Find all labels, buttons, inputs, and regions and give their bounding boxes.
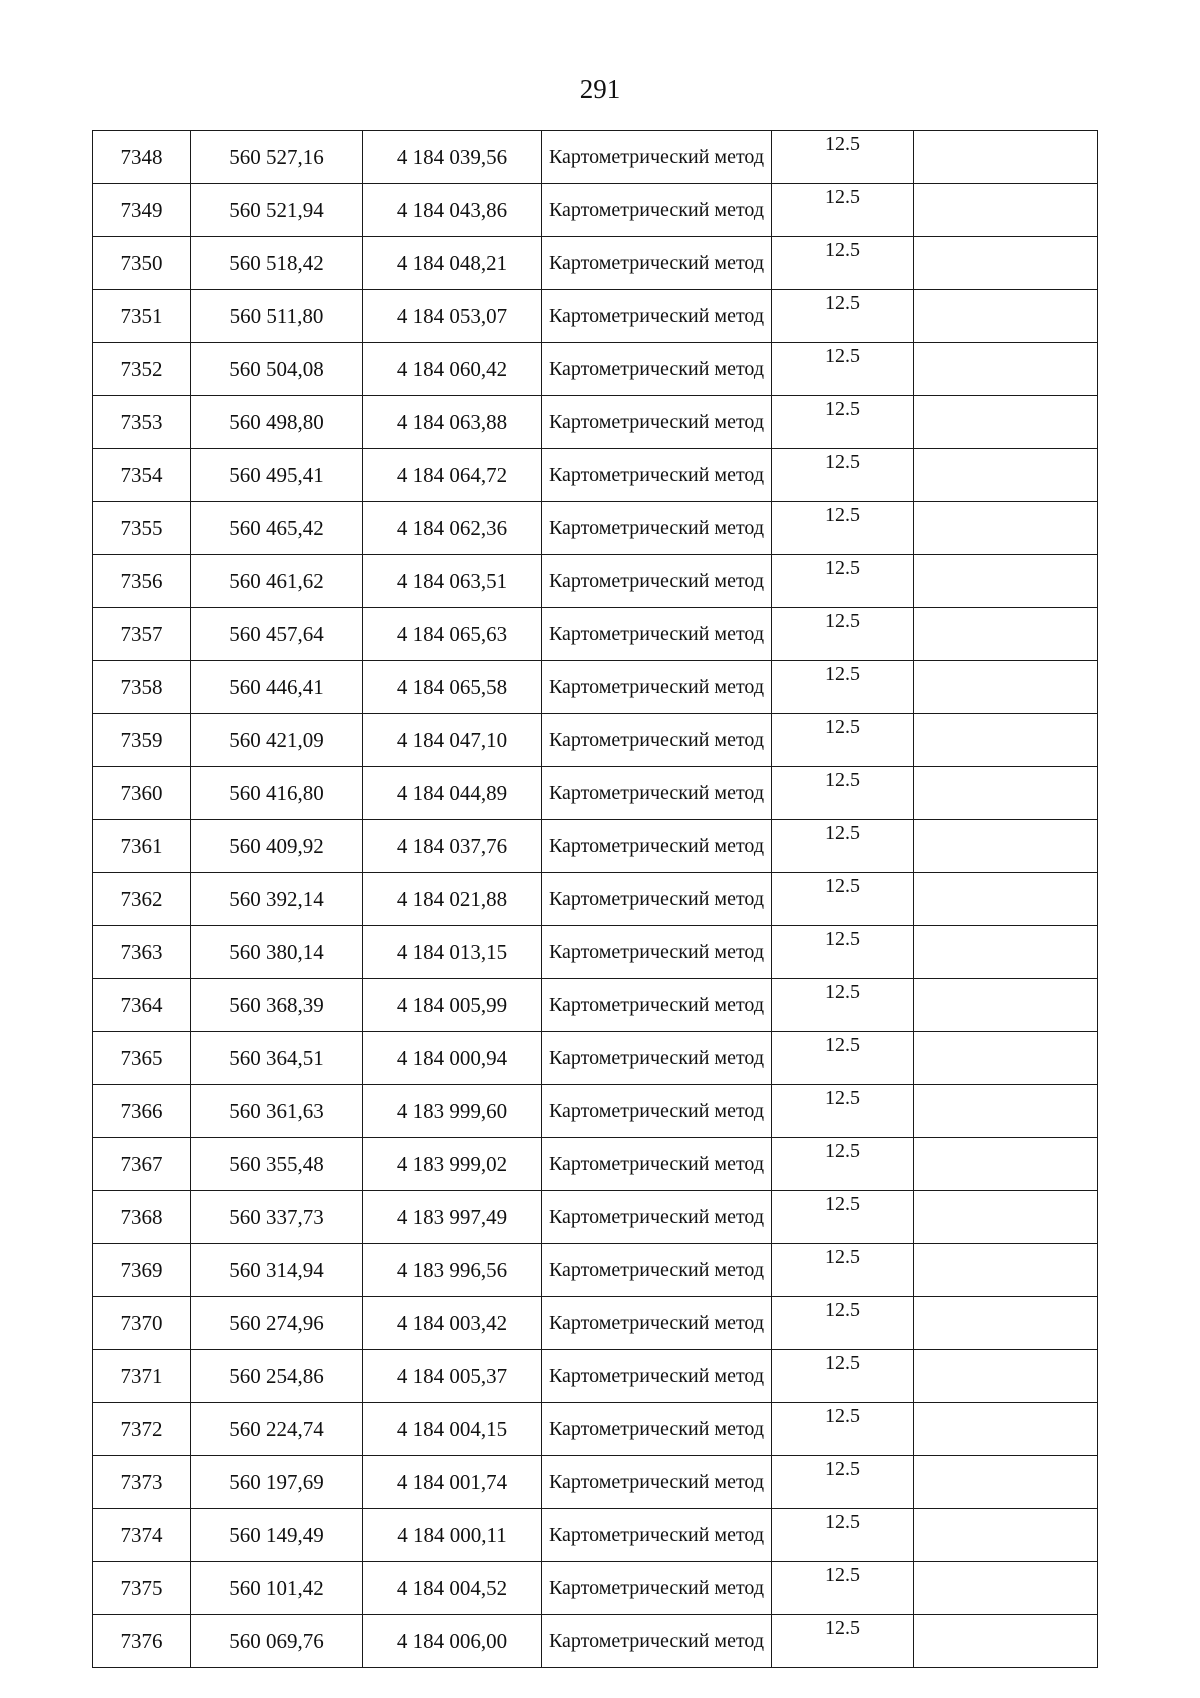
cell-method: Картометрический метод	[542, 290, 772, 343]
cell-point-number: 7362	[93, 873, 191, 926]
cell-note	[914, 449, 1098, 502]
cell-method: Картометрический метод	[542, 873, 772, 926]
cell-coordinate-y: 4 184 047,10	[363, 714, 542, 767]
cell-coordinate-y: 4 184 006,00	[363, 1615, 542, 1668]
cell-accuracy: 12.5	[772, 1350, 914, 1403]
cell-note	[914, 237, 1098, 290]
cell-method: Картометрический метод	[542, 343, 772, 396]
cell-coordinate-y: 4 184 001,74	[363, 1456, 542, 1509]
cell-coordinate-y: 4 184 004,15	[363, 1403, 542, 1456]
cell-coordinate-y: 4 184 013,15	[363, 926, 542, 979]
cell-method: Картометрический метод	[542, 661, 772, 714]
cell-note	[914, 1350, 1098, 1403]
cell-accuracy: 12.5	[772, 1191, 914, 1244]
cell-coordinate-x: 560 274,96	[191, 1297, 363, 1350]
cell-note	[914, 184, 1098, 237]
cell-coordinate-x: 560 069,76	[191, 1615, 363, 1668]
cell-point-number: 7375	[93, 1562, 191, 1615]
cell-note	[914, 1562, 1098, 1615]
cell-coordinate-y: 4 184 048,21	[363, 237, 542, 290]
cell-method: Картометрический метод	[542, 714, 772, 767]
table-row	[93, 131, 1098, 184]
cell-note	[914, 1244, 1098, 1297]
table-row	[93, 661, 1098, 714]
cell-note	[914, 1138, 1098, 1191]
cell-accuracy: 12.5	[772, 767, 914, 820]
cell-method: Картометрический метод	[542, 1297, 772, 1350]
cell-point-number: 7366	[93, 1085, 191, 1138]
cell-coordinate-x: 560 364,51	[191, 1032, 363, 1085]
cell-accuracy: 12.5	[772, 1244, 914, 1297]
cell-point-number: 7360	[93, 767, 191, 820]
table-row	[93, 608, 1098, 661]
table-row	[93, 1350, 1098, 1403]
cell-coordinate-y: 4 184 043,86	[363, 184, 542, 237]
cell-note	[914, 979, 1098, 1032]
cell-coordinate-x: 560 465,42	[191, 502, 363, 555]
cell-point-number: 7367	[93, 1138, 191, 1191]
cell-coordinate-y: 4 183 999,60	[363, 1085, 542, 1138]
cell-point-number: 7357	[93, 608, 191, 661]
cell-method: Картометрический метод	[542, 1615, 772, 1668]
cell-coordinate-y: 4 184 063,51	[363, 555, 542, 608]
cell-method: Картометрический метод	[542, 767, 772, 820]
cell-method: Картометрический метод	[542, 1138, 772, 1191]
cell-accuracy: 12.5	[772, 237, 914, 290]
cell-coordinate-y: 4 184 065,58	[363, 661, 542, 714]
cell-coordinate-x: 560 457,64	[191, 608, 363, 661]
table-row	[93, 1085, 1098, 1138]
cell-coordinate-x: 560 368,39	[191, 979, 363, 1032]
cell-method: Картометрический метод	[542, 1244, 772, 1297]
cell-coordinate-x: 560 380,14	[191, 926, 363, 979]
cell-note	[914, 1191, 1098, 1244]
table-row	[93, 1032, 1098, 1085]
cell-coordinate-y: 4 184 004,52	[363, 1562, 542, 1615]
table-row	[93, 290, 1098, 343]
table-row	[93, 502, 1098, 555]
cell-note	[914, 1032, 1098, 1085]
cell-point-number: 7365	[93, 1032, 191, 1085]
cell-coordinate-y: 4 184 005,37	[363, 1350, 542, 1403]
cell-coordinate-x: 560 337,73	[191, 1191, 363, 1244]
cell-accuracy: 12.5	[772, 1615, 914, 1668]
cell-point-number: 7373	[93, 1456, 191, 1509]
table-row	[93, 873, 1098, 926]
cell-method: Картометрический метод	[542, 1085, 772, 1138]
cell-accuracy: 12.5	[772, 1297, 914, 1350]
cell-method: Картометрический метод	[542, 1350, 772, 1403]
cell-point-number: 7376	[93, 1615, 191, 1668]
cell-accuracy: 12.5	[772, 1085, 914, 1138]
cell-note	[914, 1085, 1098, 1138]
cell-note	[914, 767, 1098, 820]
cell-coordinate-y: 4 184 000,11	[363, 1509, 542, 1562]
cell-note	[914, 873, 1098, 926]
cell-accuracy: 12.5	[772, 343, 914, 396]
cell-point-number: 7352	[93, 343, 191, 396]
cell-coordinate-y: 4 183 999,02	[363, 1138, 542, 1191]
cell-method: Картометрический метод	[542, 979, 772, 1032]
cell-point-number: 7356	[93, 555, 191, 608]
cell-note	[914, 1403, 1098, 1456]
cell-note	[914, 555, 1098, 608]
cell-coordinate-y: 4 184 039,56	[363, 131, 542, 184]
cell-method: Картометрический метод	[542, 1562, 772, 1615]
cell-note	[914, 1615, 1098, 1668]
cell-coordinate-y: 4 184 062,36	[363, 502, 542, 555]
table-row	[93, 714, 1098, 767]
cell-point-number: 7353	[93, 396, 191, 449]
table-row	[93, 1615, 1098, 1668]
cell-note	[914, 396, 1098, 449]
cell-coordinate-x: 560 361,63	[191, 1085, 363, 1138]
cell-point-number: 7359	[93, 714, 191, 767]
table-row	[93, 396, 1098, 449]
cell-method: Картометрический метод	[542, 926, 772, 979]
cell-point-number: 7368	[93, 1191, 191, 1244]
table-row	[93, 184, 1098, 237]
cell-point-number: 7358	[93, 661, 191, 714]
cell-note	[914, 820, 1098, 873]
cell-accuracy: 12.5	[772, 396, 914, 449]
table-row	[93, 449, 1098, 502]
cell-note	[914, 502, 1098, 555]
cell-method: Картометрический метод	[542, 1509, 772, 1562]
cell-method: Картометрический метод	[542, 396, 772, 449]
table-row	[93, 1244, 1098, 1297]
table-row	[93, 555, 1098, 608]
table-row	[93, 767, 1098, 820]
cell-coordinate-x: 560 495,41	[191, 449, 363, 502]
table-row	[93, 1456, 1098, 1509]
cell-method: Картометрический метод	[542, 820, 772, 873]
table-row	[93, 820, 1098, 873]
table-row	[93, 1509, 1098, 1562]
table-row	[93, 343, 1098, 396]
cell-coordinate-x: 560 409,92	[191, 820, 363, 873]
cell-note	[914, 608, 1098, 661]
cell-coordinate-y: 4 184 053,07	[363, 290, 542, 343]
cell-coordinate-y: 4 184 003,42	[363, 1297, 542, 1350]
cell-method: Картометрический метод	[542, 608, 772, 661]
table-row	[93, 1138, 1098, 1191]
page-number: 291	[579, 74, 621, 104]
cell-method: Картометрический метод	[542, 237, 772, 290]
coordinates-table	[92, 130, 1098, 1668]
coordinates-table-body	[93, 131, 1098, 1668]
cell-accuracy: 12.5	[772, 131, 914, 184]
cell-method: Картометрический метод	[542, 184, 772, 237]
cell-accuracy: 12.5	[772, 1509, 914, 1562]
cell-point-number: 7355	[93, 502, 191, 555]
cell-coordinate-x: 560 446,41	[191, 661, 363, 714]
cell-method: Картометрический метод	[542, 555, 772, 608]
cell-coordinate-y: 4 184 065,63	[363, 608, 542, 661]
cell-method: Картометрический метод	[542, 449, 772, 502]
cell-coordinate-x: 560 511,80	[191, 290, 363, 343]
cell-accuracy: 12.5	[772, 1562, 914, 1615]
cell-point-number: 7350	[93, 237, 191, 290]
cell-accuracy: 12.5	[772, 979, 914, 1032]
cell-point-number: 7371	[93, 1350, 191, 1403]
cell-accuracy: 12.5	[772, 1403, 914, 1456]
cell-accuracy: 12.5	[772, 290, 914, 343]
cell-coordinate-y: 4 184 064,72	[363, 449, 542, 502]
cell-coordinate-y: 4 184 037,76	[363, 820, 542, 873]
table-row	[93, 1297, 1098, 1350]
cell-coordinate-y: 4 184 000,94	[363, 1032, 542, 1085]
cell-coordinate-x: 560 461,62	[191, 555, 363, 608]
cell-coordinate-x: 560 254,86	[191, 1350, 363, 1403]
cell-note	[914, 926, 1098, 979]
cell-method: Картометрический метод	[542, 1191, 772, 1244]
cell-coordinate-y: 4 184 044,89	[363, 767, 542, 820]
cell-note	[914, 343, 1098, 396]
cell-accuracy: 12.5	[772, 1138, 914, 1191]
cell-point-number: 7374	[93, 1509, 191, 1562]
cell-coordinate-x: 560 355,48	[191, 1138, 363, 1191]
cell-note	[914, 131, 1098, 184]
cell-method: Картометрический метод	[542, 131, 772, 184]
cell-coordinate-x: 560 416,80	[191, 767, 363, 820]
cell-accuracy: 12.5	[772, 820, 914, 873]
cell-accuracy: 12.5	[772, 449, 914, 502]
table-row	[93, 1191, 1098, 1244]
cell-coordinate-y: 4 183 996,56	[363, 1244, 542, 1297]
cell-coordinate-y: 4 183 997,49	[363, 1191, 542, 1244]
table-row	[93, 237, 1098, 290]
cell-coordinate-x: 560 498,80	[191, 396, 363, 449]
cell-coordinate-x: 560 521,94	[191, 184, 363, 237]
cell-coordinate-x: 560 197,69	[191, 1456, 363, 1509]
cell-coordinate-x: 560 314,94	[191, 1244, 363, 1297]
cell-point-number: 7348	[93, 131, 191, 184]
table-row	[93, 1403, 1098, 1456]
cell-coordinate-x: 560 504,08	[191, 343, 363, 396]
cell-note	[914, 1297, 1098, 1350]
table-row	[93, 1562, 1098, 1615]
cell-method: Картометрический метод	[542, 1032, 772, 1085]
cell-coordinate-x: 560 421,09	[191, 714, 363, 767]
cell-coordinate-x: 560 527,16	[191, 131, 363, 184]
cell-coordinate-x: 560 101,42	[191, 1562, 363, 1615]
cell-note	[914, 290, 1098, 343]
table-row	[93, 926, 1098, 979]
cell-coordinate-x: 560 392,14	[191, 873, 363, 926]
cell-note	[914, 1509, 1098, 1562]
cell-accuracy: 12.5	[772, 873, 914, 926]
cell-point-number: 7351	[93, 290, 191, 343]
cell-point-number: 7372	[93, 1403, 191, 1456]
cell-point-number: 7363	[93, 926, 191, 979]
cell-point-number: 7369	[93, 1244, 191, 1297]
cell-method: Картометрический метод	[542, 1403, 772, 1456]
cell-point-number: 7370	[93, 1297, 191, 1350]
cell-accuracy: 12.5	[772, 502, 914, 555]
cell-accuracy: 12.5	[772, 714, 914, 767]
table-row	[93, 979, 1098, 1032]
cell-coordinate-x: 560 149,49	[191, 1509, 363, 1562]
cell-point-number: 7349	[93, 184, 191, 237]
cell-accuracy: 12.5	[772, 1456, 914, 1509]
cell-coordinate-x: 560 518,42	[191, 237, 363, 290]
cell-accuracy: 12.5	[772, 926, 914, 979]
cell-accuracy: 12.5	[772, 661, 914, 714]
cell-note	[914, 1456, 1098, 1509]
cell-coordinate-y: 4 184 063,88	[363, 396, 542, 449]
cell-point-number: 7361	[93, 820, 191, 873]
cell-coordinate-y: 4 184 005,99	[363, 979, 542, 1032]
cell-point-number: 7364	[93, 979, 191, 1032]
cell-note	[914, 661, 1098, 714]
cell-point-number: 7354	[93, 449, 191, 502]
cell-method: Картометрический метод	[542, 502, 772, 555]
cell-note	[914, 714, 1098, 767]
cell-coordinate-y: 4 184 021,88	[363, 873, 542, 926]
cell-accuracy: 12.5	[772, 184, 914, 237]
cell-accuracy: 12.5	[772, 608, 914, 661]
cell-accuracy: 12.5	[772, 1032, 914, 1085]
cell-accuracy: 12.5	[772, 555, 914, 608]
cell-coordinate-y: 4 184 060,42	[363, 343, 542, 396]
cell-method: Картометрический метод	[542, 1456, 772, 1509]
cell-coordinate-x: 560 224,74	[191, 1403, 363, 1456]
